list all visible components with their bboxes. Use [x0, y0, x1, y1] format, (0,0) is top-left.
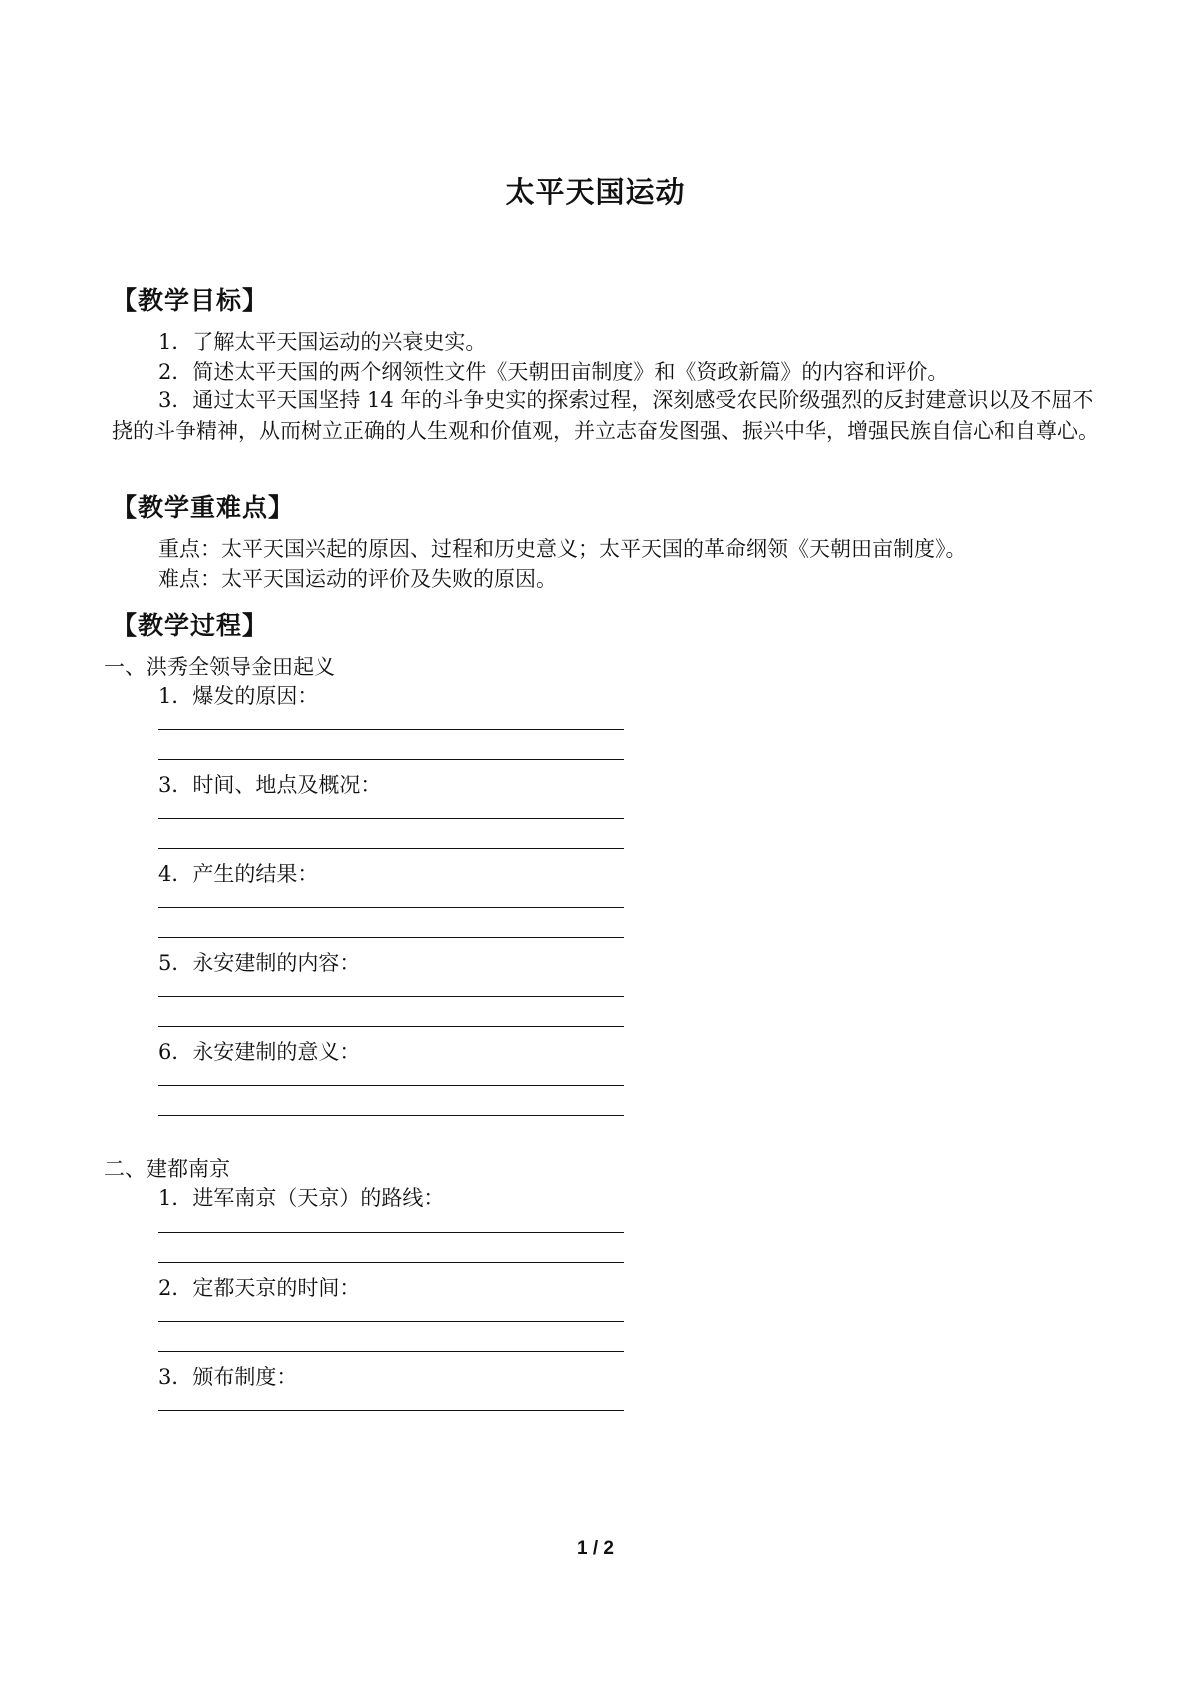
answer-line	[158, 729, 624, 730]
answer-line	[158, 937, 624, 938]
question-route: 1．进军南京（天京）的路线：	[158, 1186, 445, 1210]
page-title: 太平天国运动	[505, 175, 686, 209]
answer-line	[158, 1410, 624, 1411]
key-point-focus: 重点：太平天国兴起的原因、过程和历史意义；太平天国的革命纲领《天朝田亩制度》。	[158, 537, 967, 561]
question-institutions: 3．颁布制度：	[158, 1365, 298, 1389]
question-time-place: 3．时间、地点及概况：	[158, 773, 382, 797]
answer-line	[158, 1262, 624, 1263]
goal-item-2: 2．简述太平天国的两个纲领性文件《天朝田亩制度》和《资政新篇》的内容和评价。	[158, 360, 949, 384]
answer-line	[158, 818, 624, 819]
question-cause: 1．爆发的原因：	[158, 684, 319, 708]
part-2-title: 二、建都南京	[104, 1157, 230, 1181]
answer-line	[158, 1351, 624, 1352]
answer-line	[158, 1085, 624, 1086]
answer-line	[158, 1026, 624, 1027]
goal-item-3: 3．通过太平天国坚持 14 年的斗争史实的探索过程，深刻感受农民阶级强烈的反封建意识以及不屈不挠的斗争精神，从而树立正确的人生观和价值观，并立志奋发图强、振兴中华，增强民族自信心和自尊心。	[112, 388, 1099, 443]
part-1-title: 一、洪秀全领导金田起义	[104, 655, 335, 679]
answer-line	[158, 848, 624, 849]
answer-line	[158, 1115, 624, 1116]
answer-line	[158, 759, 624, 760]
answer-line	[158, 996, 624, 997]
section-heading-key-points: 【教学重难点】	[112, 493, 295, 522]
answer-line	[158, 907, 624, 908]
question-yongan-content: 5．永安建制的内容：	[158, 951, 361, 975]
answer-line	[158, 1232, 624, 1233]
answer-line	[158, 1321, 624, 1322]
page-number: 1 / 2	[577, 1538, 614, 1559]
key-point-difficulty: 难点：太平天国运动的评价及失败的原因。	[158, 567, 557, 591]
goal-item-1: 1．了解太平天国运动的兴衰史实。	[158, 330, 487, 354]
question-result: 4．产生的结果：	[158, 862, 319, 886]
section-heading-process: 【教学过程】	[112, 611, 269, 640]
question-capital-time: 2．定都天京的时间：	[158, 1276, 361, 1300]
section-heading-goals: 【教学目标】	[112, 286, 269, 315]
question-yongan-significance: 6．永安建制的意义：	[158, 1040, 361, 1064]
